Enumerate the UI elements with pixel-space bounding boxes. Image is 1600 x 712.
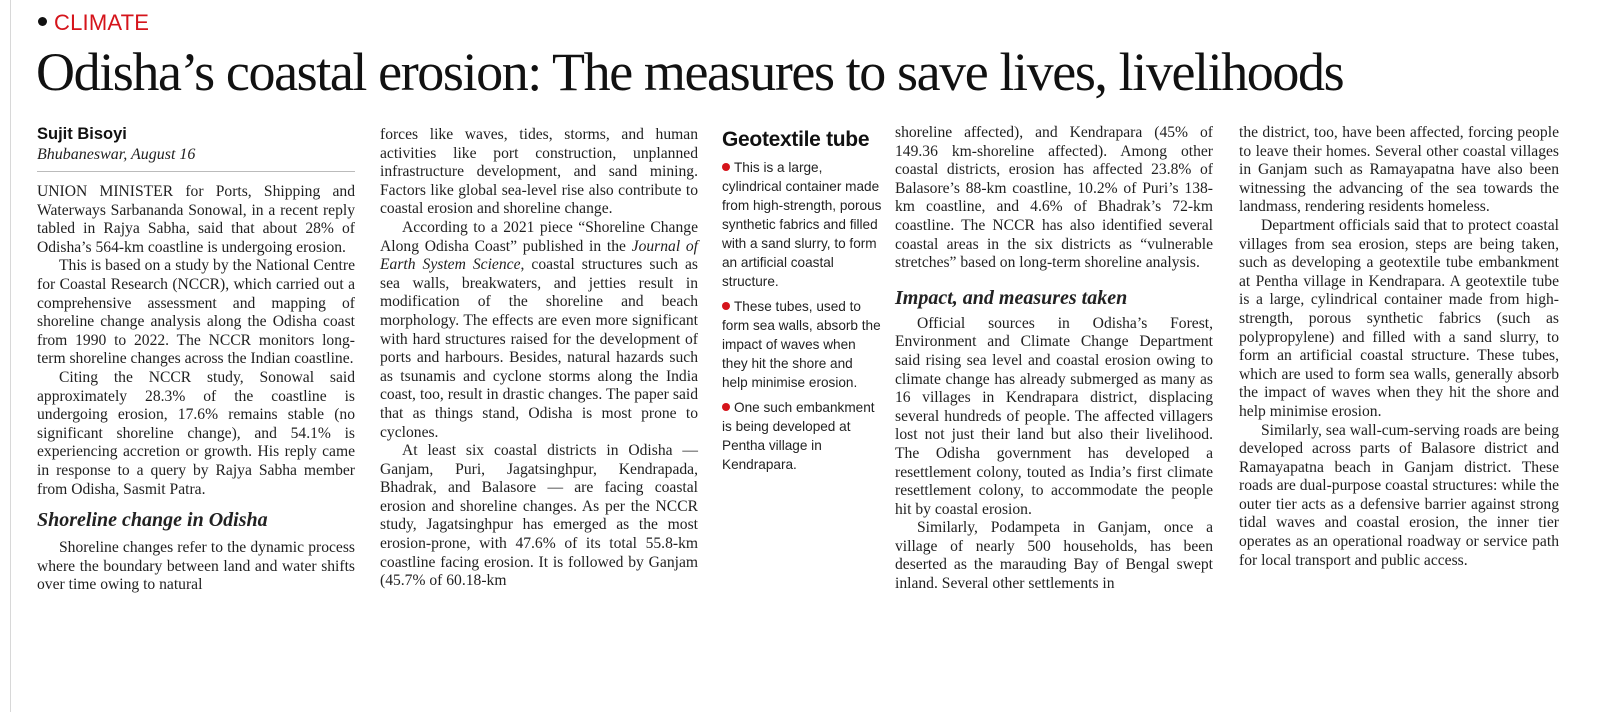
sidebar-point-text: One such embankment is being developed at Pentha village in Kendrapara. bbox=[722, 400, 875, 472]
paragraph: the district, too, have been affected, forcing people to leave their homes. Several other coastal villages in Ganjam such as Ramayapatna have also been witnessing the advancing of the sea towards the landmass, rendering residents homeless. bbox=[1239, 124, 1559, 216]
paragraph: shoreline affected), and Kendrapara (45% of 149.36 km-shoreline affected). Among other coastal districts, erosion has affected 23.8% of Balasore’s 88-km coastline, 10.2% of Puri’s 138-km coastline, and 4.6% of Bhadrak’s 72-km coastline. The NCCR has also identified several coastal areas in the six districts as “vulnerable stretches” based on long-term shoreline analysis. bbox=[895, 124, 1213, 272]
bullet-icon bbox=[722, 403, 730, 411]
byline-dateline: Bhubaneswar, August 16 bbox=[37, 146, 196, 163]
paragraph-text: , coastal structures such as sea walls, breakwaters, and jetties result in modification of the shoreline and beach morphology. The effects are even more significant with hard structures raised for the development of ports and harbours. Besides, natural hazards such as tsunamis and cyclone storms along the India coast, too, result in drastic changes. The paper said that as things stand, Odisha is most prone to cyclones. bbox=[380, 256, 699, 441]
sidebar-title: Geotextile tube bbox=[722, 128, 870, 151]
sidebar-point bbox=[722, 398, 882, 474]
sidebar-point-text: This is a large, cylindrical container made from high-strength, porous synthetic fabrics and filled with a sand slurry, to form an artificial coastal structure. bbox=[722, 160, 882, 289]
sidebar-point bbox=[722, 158, 882, 291]
article-column-4 bbox=[895, 124, 1213, 594]
journal-title: Journal of Earth System Science bbox=[380, 237, 698, 274]
sidebar-point-text: These tubes, used to form sea walls, absorb the impact of waves when they hit the shore and help minimise erosion. bbox=[722, 299, 881, 390]
subhead-shoreline-change: Shoreline change in Odisha bbox=[37, 509, 268, 532]
byline-divider bbox=[37, 171, 355, 172]
section-kicker[interactable] bbox=[38, 10, 149, 36]
paragraph-text: According to a 2021 piece “Shoreline Change Along Odisha Coast” published in the bbox=[380, 218, 698, 255]
article-column-5 bbox=[1239, 124, 1559, 570]
kicker-bullet-icon bbox=[38, 17, 47, 26]
byline-author[interactable]: Sujit Bisoyi bbox=[37, 125, 127, 143]
paragraph: Official sources in Odisha’s Forest, Environment and Climate Change Department said rising sea level and coastal erosion owing to climate change has already submerged as many as 16 villages in Kendrapara district, displacing several hundreds of people. The affected villagers lost not just their land but also their livelihood. The Odisha government has developed a resettlement colony, touted as India’s first climate resettlement colony, to accommodate the people hit by coastal erosion. bbox=[895, 314, 1213, 518]
article-column-1 bbox=[37, 124, 355, 595]
article-column-2 bbox=[380, 126, 698, 591]
paragraph: forces like waves, tides, storms, and human activities like port construction, unplanned infrastructure development, and sand mining. Factors like global sea-level rise also contribute to coastal erosion and shoreline change. bbox=[380, 126, 698, 218]
paragraph: This is based on a study by the National Centre for Coastal Research (NCCR), which carried out a comprehensive assessment and mapping of shoreline change analysis along the Odisha coast from 1990 to 2022. The NCCR monitors long-term shoreline changes across the Indian coastline. bbox=[37, 257, 355, 368]
subhead-impact-measures: Impact, and measures taken bbox=[895, 286, 1128, 309]
paragraph: Shoreline changes refer to the dynamic process where the boundary between land and water shifts over time owing to natural bbox=[37, 539, 355, 594]
paragraph: Similarly, sea wall-cum-serving roads are being developed across parts of Balasore district and Ramayapatna beach in Ganjam district. These roads are dual-purpose coastal structures: while the outer tier acts as a defensive barrier against strong tidal waves and coastal erosion, the inner tier operates as an operational roadway or service path for local transport and public access. bbox=[1239, 421, 1559, 569]
paragraph: Department officials said that to protect coastal villages from sea erosion, steps are being taken, such as developing a geotextile tube embankment at Pentha village in Kendrapara. A geotextile tube is a large, cylindrical container made from high-strength, porous synthetic fabrics (such as polypropylene) and filled with a sand slurry, to form an artificial coastal structure. These tubes, which are used to form sea walls, generally absorb the impact of waves when they hit the shore and help minimise erosion. bbox=[1239, 216, 1559, 420]
paragraph: Citing the NCCR study, Sonowal said approximately 28.3% of the coastline is undergoing erosion, 17.6% remains stable (no significant shoreline change), and 54.1% is experiencing accretion or growth. His reply came in response to a query by Rajya Sabha member from Odisha, Sasmit Patra. bbox=[37, 368, 355, 498]
sidebar-point bbox=[722, 297, 882, 392]
paragraph: Similarly, Podampeta in Ganjam, once a village of nearly 500 households, has been deserted as the marauding Bay of Bengal swept inland. Several other settlements in bbox=[895, 519, 1213, 593]
geotextile-sidebar bbox=[722, 126, 882, 480]
paragraph: At least six coastal districts in Odisha — Ganjam, Puri, Jagatsinghpur, Kendrapada, Bhadrak, and Balasore — are facing coastal erosion and shoreline changes. As per the NCCR study, Jagatsinghpur has emerged as the most erosion-prone, with 47.6% of its total 55.8-km coastline facing erosion. It is followed by Ganjam (45.7% of 60.18-km bbox=[380, 442, 698, 590]
bullet-icon bbox=[722, 163, 730, 171]
page-fold-rule bbox=[10, 0, 11, 712]
paragraph: UNION MINISTER for Ports, Shipping and Waterways Sarbananda Sonowal, in a recent reply tabled in Rajya Sabha, said that about 28% of Odisha’s 564-km coastline is undergoing erosion. bbox=[37, 183, 355, 256]
kicker-label: CLIMATE bbox=[54, 10, 150, 35]
paragraph bbox=[380, 219, 698, 442]
bullet-icon bbox=[722, 302, 730, 310]
article-headline: Odisha’s coastal erosion: The measures to save lives, livelihoods bbox=[36, 42, 1344, 102]
